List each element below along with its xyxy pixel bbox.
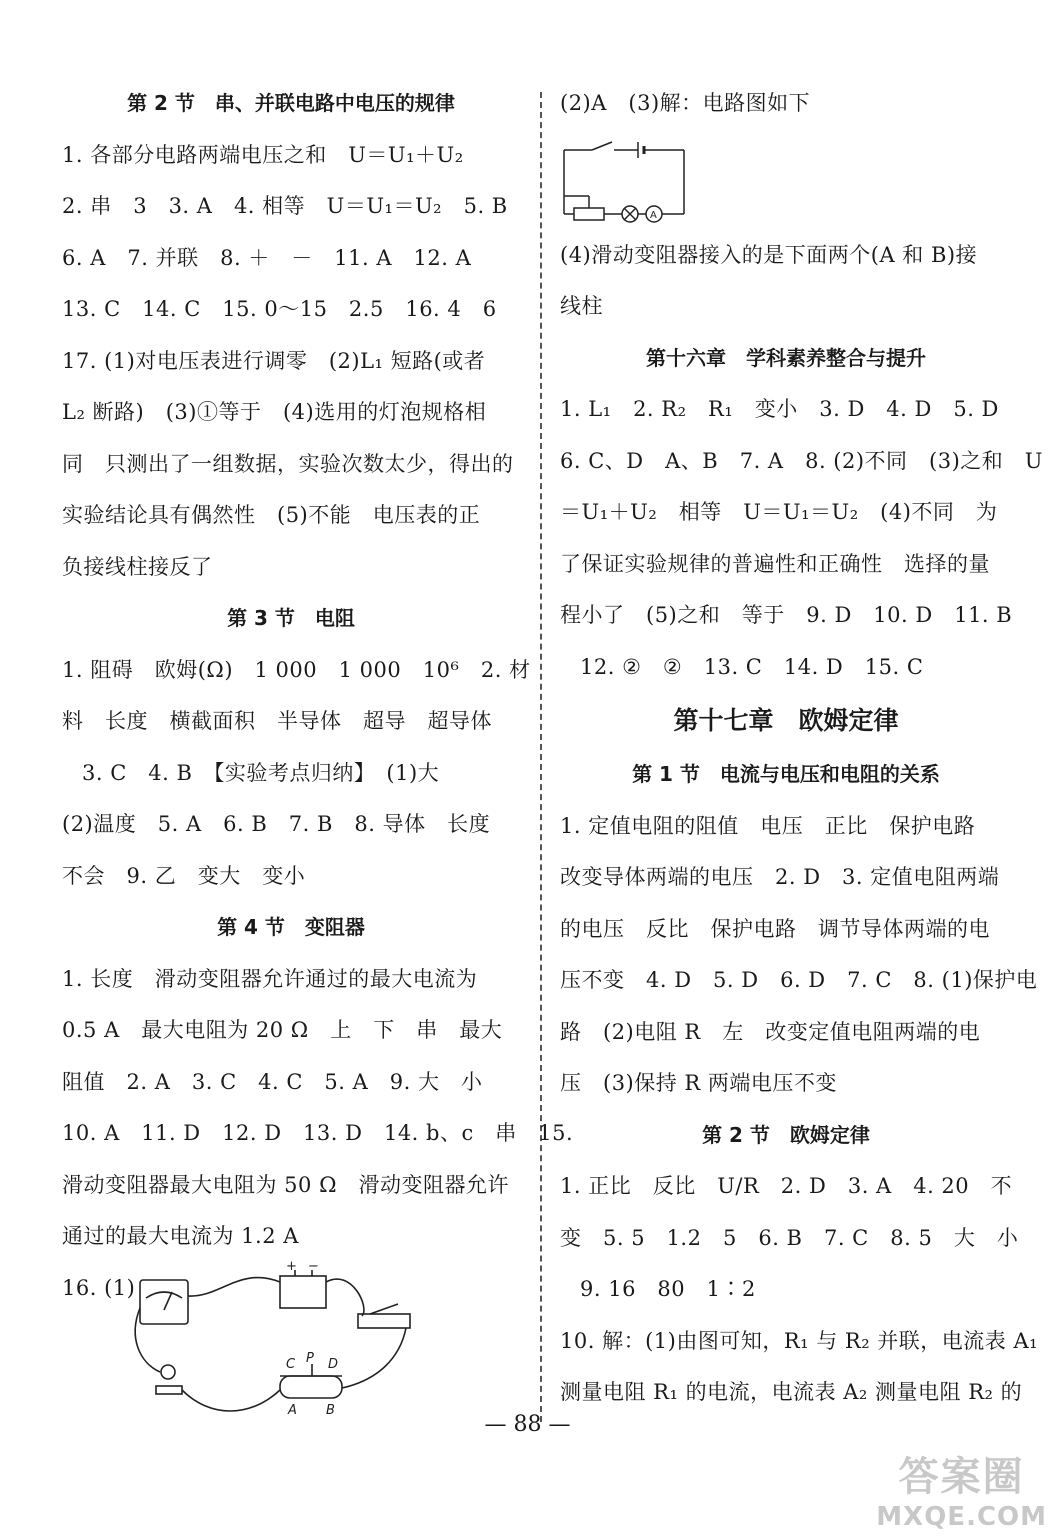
answer-line: 13. C 14. C 15. 0～15 2.5 16. 4 6 [62, 297, 497, 321]
answer-line: 9. 16 80 1∶2 [580, 1277, 756, 1301]
answer-line: 6. C、D A、B 7. A 8. (2)不同 (3)之和 U [560, 448, 1043, 473]
answer-line: 负接线柱接反了 [62, 554, 213, 579]
answer-line: 改变导体两端的电压 2. D 3. 定值电阻两端 [560, 865, 1000, 889]
switch-icon [358, 1314, 410, 1328]
answer-line: 压 (3)保持 R 两端电压不变 [560, 1071, 837, 1095]
answer-line: 1. L₁ 2. R₂ R₁ 变小 3. D 4. D 5. D [560, 397, 999, 421]
section-title: 第 3 节 电阻 [227, 606, 355, 630]
answer-line: 10. A 11. D 12. D 13. D 14. b、c 串 15. [62, 1121, 574, 1145]
watermark-logo [876, 1445, 1047, 1532]
answer-line: 程小了 (5)之和 等于 9. D 10. D 11. B [560, 603, 1013, 627]
circuit-apparatus-figure [130, 1259, 430, 1418]
answer-line: 实验结论具有偶然性 (5)不能 电压表的正 [62, 503, 481, 527]
answer-line: 的电压 反比 保护电路 调节导体两端的电 [560, 916, 990, 941]
section-title: 第 2 节 欧姆定律 [702, 1122, 870, 1147]
fig-label-plus: + [286, 1259, 297, 1274]
answer-line: 6. A 7. 并联 8. ＋ － 11. A 12. A [62, 245, 472, 270]
answer-line: (2)温度 5. A 6. B 7. B 8. 导体 长度 [62, 812, 491, 836]
section-title: 第 2 节 串、并联电路中电压的规律 [127, 91, 455, 115]
fig-label-minus: − [308, 1259, 319, 1274]
answer-line: 1. 正比 反比 U/R 2. D 3. A 4. 20 不 [560, 1174, 1013, 1198]
fig-label-p: P [306, 1351, 314, 1366]
answer-line: 通过的最大电流为 1.2 A [62, 1224, 299, 1248]
answer-line: 同 只测出了一组数据，实验次数太少，得出的 [62, 451, 514, 476]
question-16-label: 16. (1) [62, 1275, 136, 1300]
chapter-title: 第十七章 欧姆定律 [673, 706, 899, 735]
answer-line: 线柱 [560, 294, 603, 318]
ammeter-label: A [650, 209, 657, 221]
column-divider [540, 92, 542, 1422]
answer-line: 0.5 A 最大电阻为 20 Ω 上 下 串 最大 [62, 1018, 503, 1042]
answer-line: 测量电阻 R₁ 的电流，电流表 A₂ 测量电阻 R₂ 的 [560, 1380, 1023, 1404]
left-column [62, 78, 574, 1418]
answer-line: L₂ 断路) (3)①等于 (4)选用的灯泡规格相 [62, 400, 487, 424]
answer-line: 压不变 4. D 5. D 6. D 7. C 8. (1)保护电 [560, 968, 1038, 992]
ammeter-icon [140, 1280, 188, 1324]
answer-line: 2. 串 3 3. A 4. 相等 U＝U₁＝U₂ 5. B [62, 194, 508, 218]
rheostat-icon [574, 208, 604, 220]
fig-label-a: A [288, 1403, 297, 1418]
bulb-icon [161, 1365, 175, 1379]
answer-line: 17. (1)对电压表进行调零 (2)L₁ 短路(或者 [62, 348, 486, 373]
answer-line: 阻值 2. A 3. C 4. C 5. A 9. 大 小 [62, 1069, 483, 1094]
fig-label-b: B [326, 1403, 335, 1418]
answer-line: (2)A (3)解：电路图如下 [560, 91, 811, 115]
switch-icon [592, 142, 612, 150]
page-number: — 88 — [484, 1412, 571, 1437]
answer-line: 了保证实验规律的普遍性和正确性 选择的量 [560, 551, 990, 576]
answer-line: 3. C 4. B 【实验考点归纳】 (1)大 [82, 760, 440, 785]
answer-line: 料 长度 横截面积 半导体 超导 超导体 [62, 709, 492, 733]
answer-line: 滑动变阻器最大电阻为 50 Ω 滑动变阻器允许 [62, 1172, 509, 1197]
fig-label-d: D [328, 1357, 339, 1372]
section-title: 第 4 节 变阻器 [217, 915, 365, 939]
watermark-url: MXQE.COM [876, 1502, 1047, 1532]
section-title: 第 1 节 电流与电压和电阻的关系 [632, 762, 940, 786]
fig-label-c: C [286, 1357, 296, 1372]
answer-line: 12. ② ② 13. C 14. D 15. C [580, 654, 924, 679]
answer-line: 1. 各部分电路两端电压之和 U＝U₁＋U₂ [62, 142, 464, 167]
answer-line: (4)滑动变阻器接入的是下面两个(A 和 B)接 [560, 242, 978, 267]
rheostat-icon [280, 1376, 342, 1398]
answer-line: 变 5. 5 1.2 5 6. B 7. C 8. 5 大 小 [560, 1225, 1019, 1250]
right-column [560, 78, 1043, 1419]
answer-line: 1. 阻碍 欧姆(Ω) 1 000 1 000 10⁶ 2. 材 [62, 657, 531, 682]
answer-line: 10. 解：(1)由图可知，R₁ 与 R₂ 并联，电流表 A₁ [560, 1328, 1039, 1353]
answer-line: 路 (2)电阻 R 左 改变定值电阻两端的电 [560, 1019, 981, 1044]
circuit-diagram-figure [560, 138, 700, 230]
battery-icon [280, 1276, 326, 1308]
chapter-summary-title: 第十六章 学科素养整合与提升 [646, 345, 926, 370]
answer-line: ＝U₁＋U₂ 相等 U＝U₁＝U₂ (4)不同 为 [560, 500, 998, 524]
watermark-text: 答案圈 [898, 1454, 1025, 1500]
answer-line: 1. 定值电阻的阻值 电压 正比 保护电路 [560, 813, 976, 838]
answer-line: 不会 9. 乙 变大 变小 [62, 863, 306, 888]
answer-line: 1. 长度 滑动变阻器允许通过的最大电流为 [62, 966, 478, 991]
